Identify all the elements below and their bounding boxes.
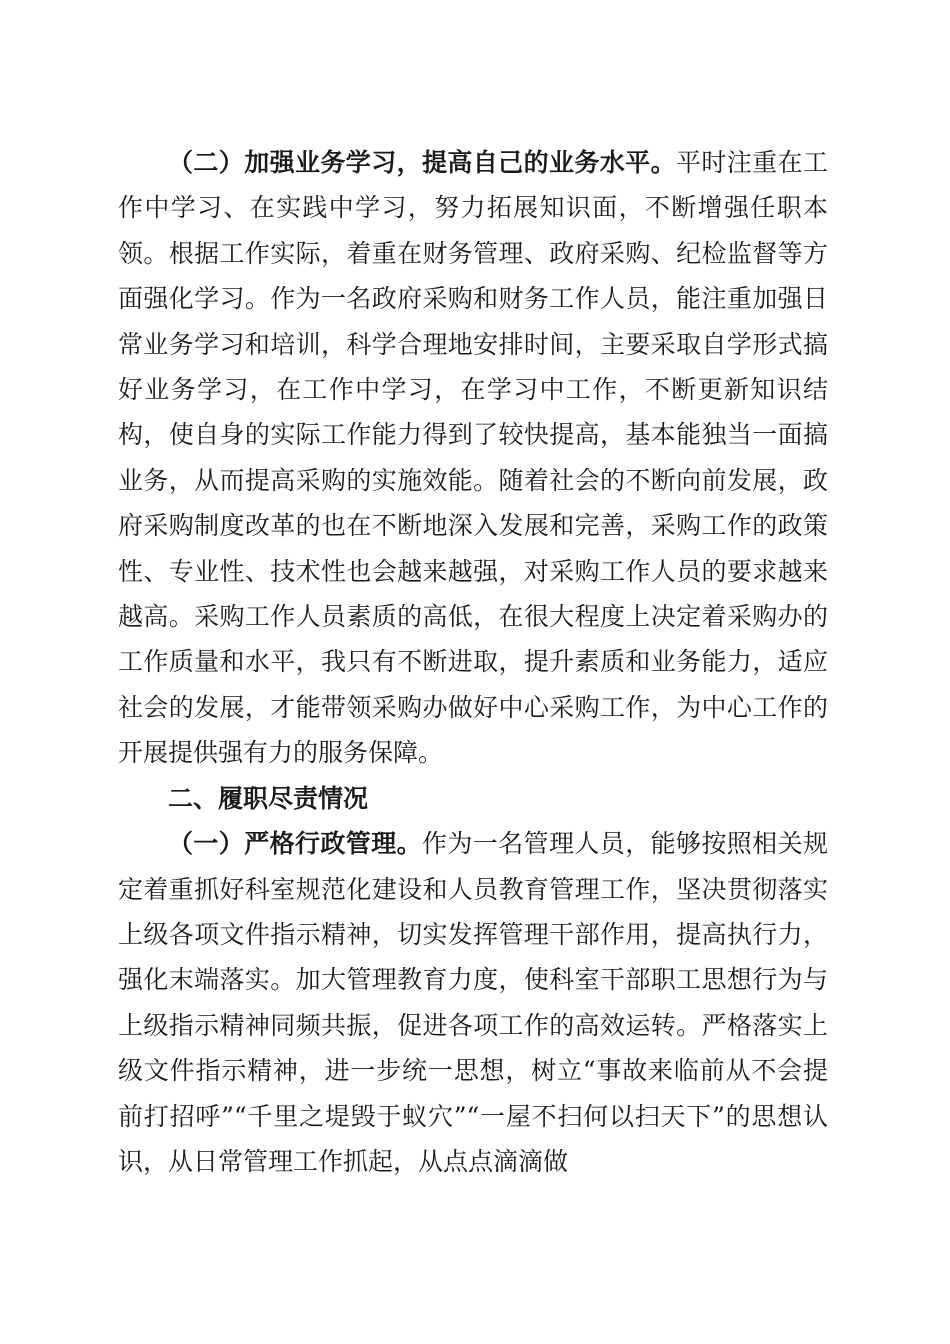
document-body [118,140,828,1184]
paragraph-admin-management [118,821,828,1184]
paragraph-lead-business-study: （二）加强业务学习，提高自己的业务水平。 [168,148,676,177]
paragraph-text-admin-management: 作为一名管理人员，能够按照相关规定着重抓好科室规范化建设和人员教育管理工作，坚决贯彻落实上级各项文件指示精神，切实发挥管理干部作用，提高执行力，强化末端落实。加大管理教育力度，使科室干部职工思想行为与上级指示精神同频共振，促进各项工作的高效运转。严格落实上级文件指示精神，进一步统一思想，树立“事故来临前从不会提前打招呼”“千里之堤毁于蚁穴”“一屋不扫何以扫天下”的思想认识，从日常管理工作抓起，从点点滴滴做 [118,829,828,1176]
paragraph-business-study [118,140,828,776]
paragraph-text-business-study: 平时注重在工作中学习、在实践中学习，努力拓展知识面，不断增强任职本领。根据工作实际，着重在财务管理、政府采购、纪检监督等方面强化学习。作为一名政府采购和财务工作人员，能注重加强日常业务学习和培训，科学合理地安排时间，主要采取自学形式搞好业务学习，在工作中学习，在学习中工作，不断更新知识结构，使自身的实际工作能力得到了较快提高，基本能独当一面搞业务，从而提高采购的实施效能。随着社会的不断向前发展，政府采购制度改革的也在不断地深入发展和完善，采购工作的政策性、专业性、技术性也会越来越强，对采购工作人员的要求越来越高。采购工作人员素质的高低，在很大程度上决定着采购办的工作质量和水平，我只有不断进取，提升素质和业务能力，适应社会的发展，才能带领采购办做好中心采购工作，为中心工作的开展提供强有力的服务保障。 [118,148,828,768]
section-heading-duties: 二、履职尽责情况 [168,783,369,813]
paragraph-lead-admin-management: （一）严格行政管理。 [168,829,422,859]
